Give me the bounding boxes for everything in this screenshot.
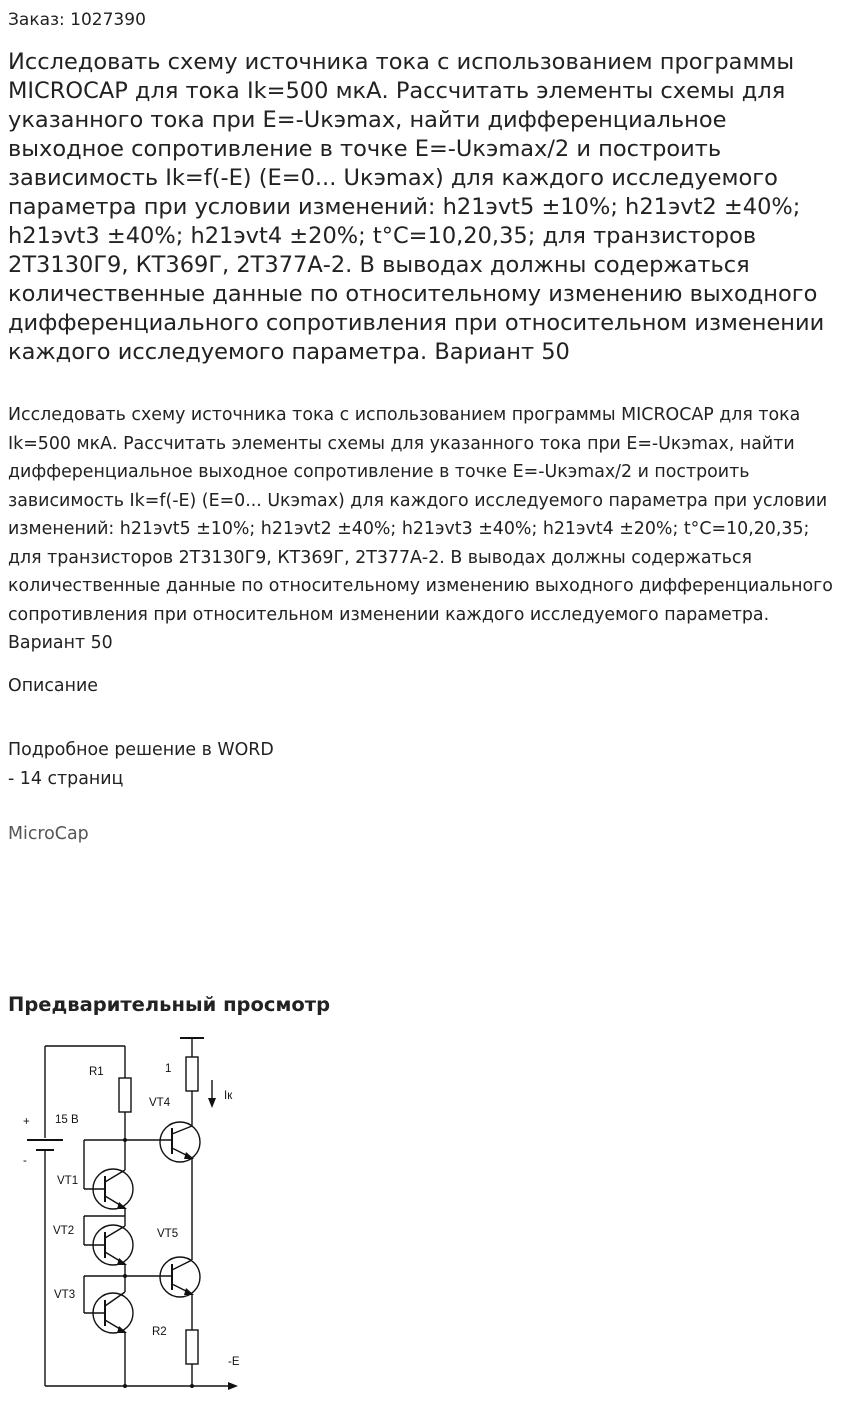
label-vt1: VT1 <box>57 1175 79 1187</box>
circuit-schematic-image <box>0 1030 260 1400</box>
label-minus: - <box>23 1155 27 1167</box>
tag-link-microcap[interactable]: MicroCap <box>8 824 89 844</box>
task-description: Исследовать схему источника тока с использованием программы MICROCAP для тока Ik=500 мкА. Рассчитать элементы схемы для указанного тока при E=-Uкэmax, найти дифференциальное выходное сопротивление в точке E=-Uкэmax/2 и построить зависимость Ik=f(-E) (E=0... Uкэmax) для каждого исследуемого параметра при условии изменений: h21эvt5 ±10%; h21эvt2 ±40%; h21эvt3 ±40%; h21эvt4 ±20%; t°C=10,20,35; для транзисторов 2Т3130Г9, КТ369Г, 2Т377А-2. В выводах должны содержаться количественные данные по относительному изменению выходного дифференциального сопротивления при относительном изменении каждого исследуемого параметра. Вариант 50 <box>8 405 833 653</box>
solution-format: Подробное решение в WORD <box>8 740 274 760</box>
label-vt2: VT2 <box>53 1225 75 1237</box>
label-r1: R1 <box>89 1066 104 1078</box>
label-r2: R2 <box>152 1326 167 1338</box>
label-vt3: VT3 <box>54 1289 76 1301</box>
preview-heading: Предварительный просмотр <box>8 993 331 1016</box>
page-count: - 14 страниц <box>8 769 124 789</box>
page-title: Исследовать схему источника тока с использованием программы MICROCAP для тока Ik=500 мкА. Рассчитать элементы схемы для указанного тока при E=-Uкэmax, найти дифференциальное выходное сопротивление в точке E=-Uкэmax/2 и построить зависимость Ik=f(-E) (E=0... Uкэmax) для каждого исследуемого параметра при условии изменений: h21эvt5 ±10%; h21эvt2 ±40%; h21эvt3 ±40%; h21эvt4 ±20%; t°C=10,20,35; для транзисторов 2Т3130Г9, КТ369Г, 2Т377А-2. В выводах должны содержаться количественные данные по относительному изменению выходного дифференциального сопротивления при относительном изменении каждого исследуемого параметра. Вариант 50 <box>8 49 825 365</box>
label-voltage: 15 В <box>55 1114 79 1126</box>
label-vt5: VT5 <box>157 1228 179 1240</box>
label-r-top: 1 <box>165 1063 172 1075</box>
label-neg-e: -E <box>228 1356 240 1368</box>
order-number: Заказ: 1027390 <box>8 10 146 30</box>
label-vt4: VT4 <box>149 1097 171 1109</box>
solution-details <box>8 736 274 794</box>
description-section-label: Описание <box>8 676 98 696</box>
label-plus: + <box>23 1116 30 1128</box>
label-ik: Iк <box>224 1090 233 1102</box>
